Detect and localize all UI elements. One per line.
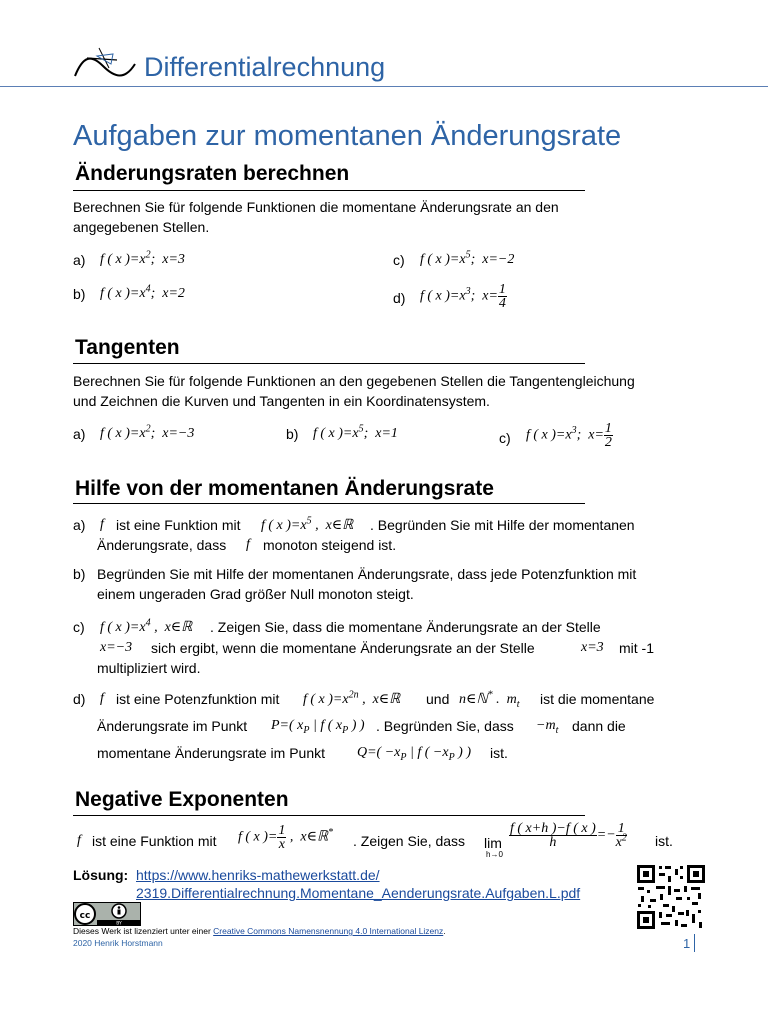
task-text: dann die bbox=[572, 718, 626, 734]
formula: f bbox=[246, 537, 250, 552]
formula: f bbox=[77, 833, 81, 848]
cc-by-badge bbox=[73, 902, 141, 926]
item-label: c) bbox=[393, 252, 405, 268]
task-text: Begründen Sie mit Hilfe der momentanen Änderungsrate, dass jede Potenzfunktion mit bbox=[97, 566, 637, 582]
section-rule bbox=[73, 363, 585, 364]
solution-link[interactable]: 2319.Differentialrechnung.Momentane_Aenderungsrate.Aufgaben.L.pdf bbox=[136, 885, 581, 901]
item-label: d) bbox=[73, 691, 86, 707]
item-label: a) bbox=[73, 517, 86, 533]
formula: f ( x )$=x^5$; x=1 bbox=[313, 423, 398, 441]
formula: $\frac{f ( x+h )-f ( x )}{h}$ =− $\frac{1}{x^2}$ bbox=[510, 821, 627, 850]
item-label: c) bbox=[73, 619, 85, 635]
formula: f ( x )$=x^5$; x=−2 bbox=[420, 249, 515, 267]
qr-code bbox=[636, 864, 706, 930]
page-title: Aufgaben zur momentanen Änderungsrate bbox=[73, 120, 622, 152]
task-text: . Begründen Sie mit Hilfe der momentanen bbox=[370, 517, 635, 533]
task-text: Änderungsrate im Punkt bbox=[97, 718, 248, 734]
limit-subscript: h→0 bbox=[486, 850, 503, 859]
formula: f ( x )$=x^4$ , x∈ℝ bbox=[100, 617, 193, 635]
license-suffix: . bbox=[443, 926, 446, 936]
logo-icon bbox=[73, 46, 139, 84]
task-text: . Zeigen Sie, dass die momentane Änderungsrate an der Stelle bbox=[210, 619, 601, 635]
formula: x=−3 bbox=[100, 640, 133, 655]
formula: f bbox=[100, 517, 104, 532]
section-heading: Hilfe von der momentanen Änderungsrate bbox=[75, 477, 494, 500]
task-text: momentane Änderungsrate im Punkt bbox=[97, 745, 326, 761]
solution-link[interactable]: https://www.henriks-mathewerkstatt.de/ bbox=[136, 867, 380, 883]
item-label: c) bbox=[499, 430, 511, 446]
author: 2020 Henrik Horstmann bbox=[73, 938, 163, 948]
header-title: Differentialrechnung bbox=[144, 52, 386, 82]
task-text: . Zeigen Sie, dass bbox=[353, 833, 466, 849]
license-prefix: Dieses Werk ist lizenziert unter einer bbox=[73, 926, 214, 936]
task-text: ist. bbox=[490, 745, 508, 761]
intro-text: angegebenen Stellen. bbox=[73, 219, 210, 235]
limit-label: lim bbox=[484, 835, 502, 851]
section-heading: Negative Exponenten bbox=[75, 788, 289, 811]
svg-text:BY: BY bbox=[116, 921, 122, 926]
formula: f ( x )$=x^2$; x=−3 bbox=[100, 423, 195, 441]
task-text: einem ungeraden Grad größer Null monoton steigt. bbox=[97, 586, 414, 602]
intro-text: Berechnen Sie für folgende Funktionen an den gegebenen Stellen die Tangentengleichung bbox=[73, 373, 635, 389]
task-text: ist eine Potenzfunktion mit bbox=[116, 691, 280, 707]
formula: f ( x )$=x^3$; x= $\frac{1}{2}$ bbox=[526, 421, 612, 450]
formula: f ( x )$=x^4$; x=2 bbox=[100, 283, 185, 301]
formula: n∈ℕ* . $m_t$ bbox=[459, 689, 520, 710]
item-label: b) bbox=[73, 566, 86, 582]
page-number: 1 bbox=[683, 936, 691, 951]
formula: $Q=( -x_P$ | f ( $-x_P$ ) ) bbox=[357, 745, 471, 763]
task-text: . Begründen Sie, dass bbox=[376, 718, 514, 734]
formula: f ( x )$=x^{2n}$ , x∈ℝ bbox=[303, 689, 401, 707]
task-text: ist eine Funktion mit bbox=[116, 517, 241, 533]
formula: f ( x )$=x^2$; x=3 bbox=[100, 249, 185, 267]
formula: $-m_t$ bbox=[536, 718, 559, 736]
section-heading: Tangenten bbox=[75, 336, 180, 359]
formula: x=3 bbox=[581, 640, 604, 655]
task-text: ist die momentane bbox=[540, 691, 655, 707]
task-text: Änderungsrate, dass bbox=[97, 537, 227, 553]
intro-text: und Zeichnen die Kurven und Tangenten in ein Koordinatensystem. bbox=[73, 393, 490, 409]
task-text: ist eine Funktion mit bbox=[92, 833, 217, 849]
formula: f ( x )$=x^5$ , x∈ℝ bbox=[261, 515, 354, 533]
formula: f bbox=[100, 691, 104, 706]
license-text bbox=[73, 926, 446, 936]
item-label: d) bbox=[393, 290, 406, 306]
section-rule bbox=[73, 503, 585, 504]
section-heading: Änderungsraten berechnen bbox=[75, 162, 350, 185]
formula: f ( x )= $\frac{1}{x}$ , x∈ℝ* bbox=[238, 823, 334, 852]
svg-text:cc: cc bbox=[79, 911, 91, 921]
formula: P=( $x_P$ | f ( $x_P$ ) ) bbox=[271, 718, 365, 736]
task-text: sich ergibt, wenn die momentane Änderungsrate an der Stelle bbox=[151, 640, 535, 656]
license-link[interactable]: Creative Commons Namensnennung 4.0 International Lizenz bbox=[213, 926, 444, 936]
section-rule bbox=[73, 815, 585, 816]
page-number-rule bbox=[694, 934, 695, 952]
task-text: mit -1 bbox=[619, 640, 654, 656]
section-rule bbox=[73, 190, 585, 191]
task-text: monoton steigend ist. bbox=[263, 537, 397, 553]
task-text: ist. bbox=[655, 833, 673, 849]
item-label: a) bbox=[73, 426, 86, 442]
item-label: b) bbox=[73, 286, 86, 302]
header-rule bbox=[0, 86, 768, 87]
intro-text: Berechnen Sie für folgende Funktionen die momentane Änderungsrate an den bbox=[73, 199, 559, 215]
item-label: a) bbox=[73, 252, 86, 268]
formula: f ( x )$=x^3$; x= $\frac{1}{4}$ bbox=[420, 282, 506, 311]
solution-label: Lösung: bbox=[73, 867, 129, 883]
item-label: b) bbox=[286, 426, 299, 442]
task-text: und bbox=[426, 691, 450, 707]
task-text: multipliziert wird. bbox=[97, 660, 201, 676]
